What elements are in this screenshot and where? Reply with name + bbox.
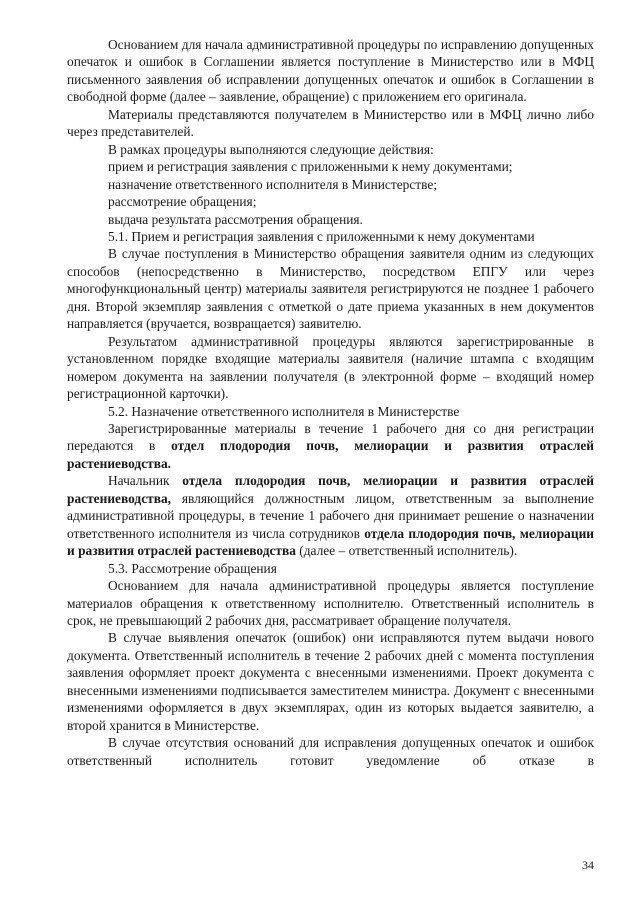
paragraph-review: Основанием для начала административной процедуры является поступление материалов обращения к ответственному исполнителю. Ответственный исполнитель в срок, не превышающий 2 рабочих дня, рассматривает обращение получателя. [67, 578, 594, 628]
text-run: Зарегистрированные материалы в течение 1 рабочего дня со дня регистрации передаются в [67, 420, 594, 454]
list-item: прием и регистрация заявления с приложенными к нему документами; [108, 159, 513, 175]
list-item: рассмотрение обращения; [108, 194, 257, 210]
paragraph-materials: Материалы представляются получателем в Министерство или в МФЦ лично либо через представителей. [67, 106, 594, 140]
paragraph-assignment [67, 472, 594, 559]
paragraph-registration: В случае поступления в Министерство обращения заявителя одним из следующих способов (непосредственно в Министерство, посредством ЕПГУ или через многофункциональный центр) материалы заявителя регистрируются не позднее 1 рабочего дня. Второй экземпляр заявления с отметкой о дате приема указанных в нем документов направляется (вручается, возвращается) заявителю. [67, 246, 594, 332]
section-heading-5-2: 5.2. Назначение ответственного исполнителя в Министерстве [108, 403, 460, 419]
page-number: 34 [582, 858, 594, 872]
department-name: отдела плодородия почв, мелиорации и развития отраслей растениеводства, [67, 473, 594, 506]
list-item: назначение ответственного исполнителя в Министерстве; [108, 176, 438, 192]
section-heading-5-3: 5.3. Рассмотрение обращения [108, 560, 277, 576]
department-name: отдела плодородия почв, мелиорации и развития отраслей растениеводства [67, 525, 594, 559]
list-item: выдача результата рассмотрения обращения. [108, 211, 363, 227]
document-page [67, 36, 594, 769]
paragraph-registration-result: Результатом административной процедуры являются зарегистрированные в установленном порядке входящие материалы заявителя (наличие штампа с входящим номером документа на заявлении получателя (в электронной форме – входящий номер регистрационной карточки). [67, 333, 594, 402]
paragraph-actions-intro: В рамках процедуры выполняются следующие действия: [108, 141, 434, 157]
paragraph-refusal: В случае отсутствия оснований для исправления допущенных опечаток и ошибок ответственный исполнитель готовит уведомление об отказе в [67, 735, 594, 768]
paragraph-basis: Основанием для начала административной процедуры по исправлению допущенных опечаток и ошибок в Соглашении является поступление в Министерство или в МФЦ письменного заявления об исправлении допущенных опечаток и ошибок в Соглашении в свободной форме (далее – заявление, обращение) с приложением его оригинала. [67, 37, 594, 105]
section-heading-5-1: 5.1. Прием и регистрация заявления с приложенными к нему документами [108, 228, 535, 244]
paragraph-corrections: В случае выявления опечаток (ошибок) они исправляются путем выдачи нового документа. Ответственный исполнитель в течение 2 рабочих дней с момента поступления заявления оформляет проект документа с внесенными изменениями. Проект документа с внесенными изменениями подписывается заместителем министра. Документ с внесенными изменениями оформляется в двух экземплярах, один из которых выдается заявителю, а второй хранится в Министерстве. [67, 630, 594, 733]
text-run: являющийся должностным лицом, ответственным за выполнение административной процедуры, в течение 1 рабочего дня принимает решение о назначении ответственного исполнителя из числа сотрудников [67, 490, 594, 541]
paragraph-transfer [67, 420, 594, 472]
text-run: Начальник [108, 473, 183, 489]
text-run: (далее – ответственный исполнитель). [295, 543, 518, 559]
department-name: отдел плодородия почв, мелиорации и развития отраслей растениеводства. [67, 438, 594, 471]
